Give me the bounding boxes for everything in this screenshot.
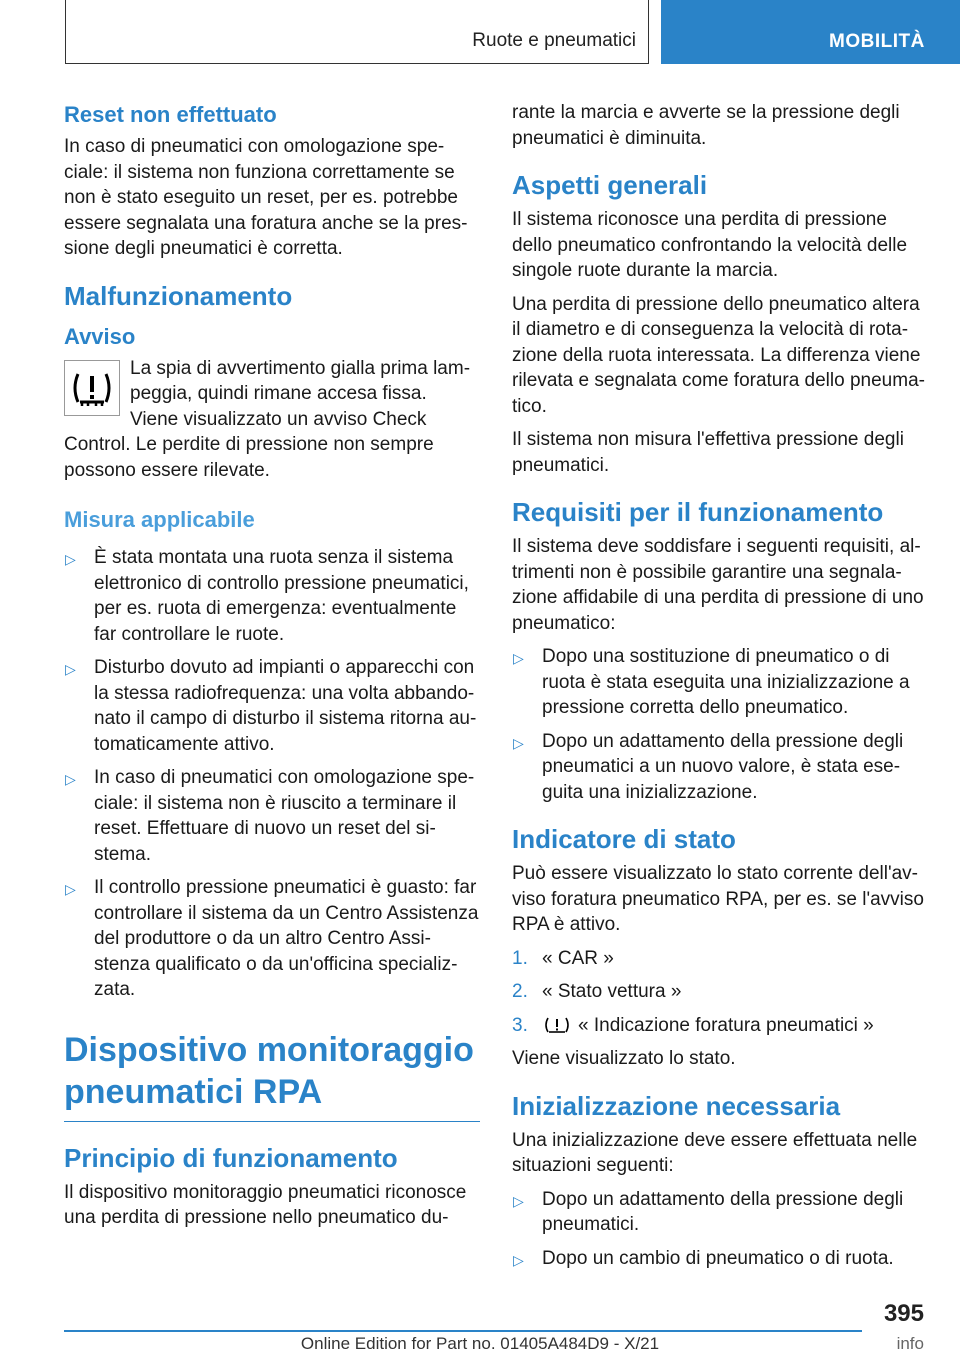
tire-warning-small-icon — [542, 1015, 572, 1035]
list-item: 3. « Indicazione foratura pneumatici » — [512, 1014, 874, 1036]
heading-aspetti: Aspetti generali — [512, 170, 708, 200]
footer-edition-text: Online Edition for Part no. 01405A484D9 - X/21 — [300, 1334, 660, 1353]
heading-reset: Reset non effettuato — [64, 102, 277, 127]
heading-rpa: Dispositivo monitoraggio pneumatici RPA — [64, 1030, 474, 1111]
list-item: ▷ Il controllo pressione pneumatici è guasto: far controllare il sistema da un Centro Assistenza del produttore o da un altro Centro Assi-stenza qualificato o da un'officina specializ-zata. — [65, 877, 479, 1000]
section-title: Ruote e pneumatici — [472, 30, 636, 51]
bullet-triangle-icon: ▷ — [513, 1251, 524, 1268]
section-tab — [65, 0, 649, 64]
list-item: ▷ Dopo un adattamento della pressione degli pneumatici a un nuovo valore, è stata ese-guita una inizializzazione. — [513, 730, 904, 803]
paragraph-inizializzazione: Una inizializzazione deve essere effettuata nelle situazioni seguenti: — [512, 1129, 918, 1176]
bullet-triangle-icon: ▷ — [65, 771, 76, 787]
inizializzazione-list — [512, 1187, 928, 1272]
chapter-tab — [661, 0, 960, 64]
chapter-title: MOBILITÀ — [829, 31, 925, 52]
page-number: 395 — [883, 1300, 924, 1327]
paragraph-aspetti-3: Il sistema non misura l'effettiva pressione degli pneumatici. — [512, 429, 904, 476]
paragraph-indicatore: Può essere visualizzato lo stato corrente dell'av-viso foratura pneumatico RPA, per es. se l'avviso RPA è attivo. — [512, 863, 924, 935]
misura-list — [64, 545, 480, 1003]
paragraph-aspetti-1: Il sistema riconosce una perdita di pressione dello pneumatico confrontando la velocità delle singole ruote durante la marcia. — [512, 209, 908, 281]
list-item: ▷ È stata montata una ruota senza il sistema elettronico di controllo pressione pneumatici, per es. ruota di emergenza: eventualmente far controllare le ruote. — [65, 547, 469, 645]
paragraph-aspetti-2: Una perdita di pressione dello pneumatico altera il diametro e di conseguenza la velocità di rota-zione della ruota interessata. La differenza viene rilevata e segnalata come foratura dello pneuma-tico. — [512, 293, 925, 417]
paragraph-requisiti: Il sistema deve soddisfare i seguenti requisiti, al-trimenti non è possibile garantire una segnala-zione affidabile di una perdita di pressione di uno pneumatico: — [512, 536, 924, 634]
footer-divider — [64, 1330, 862, 1332]
list-item: 2. « Stato vettura » — [512, 981, 682, 1002]
chapter-heading-wrap — [64, 1029, 480, 1122]
heading-indicatore: Indicatore di stato — [512, 824, 736, 854]
paragraph-principio: Il dispositivo monitoraggio pneumatici riconosce una perdita di pressione nello pneumatico du- — [64, 1181, 467, 1228]
heading-misura: Misura applicabile — [64, 507, 255, 532]
heading-principio: Principio di funzionamento — [64, 1142, 398, 1173]
bullet-triangle-icon: ▷ — [513, 1192, 524, 1209]
left-column — [64, 100, 480, 1239]
page-header — [0, 0, 960, 66]
footer-watermark: info — [896, 1334, 924, 1353]
heading-avviso: Avviso — [64, 323, 136, 349]
bullet-triangle-icon: ▷ — [513, 734, 524, 751]
paragraph-reset: In caso di pneumatici con omologazione spe-ciale: il sistema non funziona correttamente se non è stato eseguito un reset, per es. potrebbe essere segnalata una foratura anche se la pres-sione degli pneumatici è corretta. — [64, 136, 468, 259]
list-item: 1. « CAR » — [512, 947, 614, 969]
right-column — [512, 100, 928, 1279]
paragraph-continued: rante la marcia e avverte se la pressione degli pneumatici è diminuita. — [512, 102, 900, 149]
paragraph-avviso: La spia di avvertimento gialla prima lam-peggia, quindi rimane accesa fissa. Viene visualizzato un avviso Check Control. Le perdite di pressione non sempre possono essere rilevate. — [64, 357, 471, 481]
heading-malfunzionamento: Malfunzionamento — [64, 280, 293, 311]
list-item: ▷ Dopo una sostituzione di pneumatico o di ruota è stata eseguita una inizializzazione a pressione corretta dello pneumatico. — [513, 646, 910, 718]
bullet-triangle-icon: ▷ — [65, 661, 76, 677]
warning-block — [64, 356, 480, 484]
list-item: ▷ In caso di pneumatici con omologazione spe-ciale: il sistema non è riuscito a terminare il reset. Effettuare di nuovo un reset del si-stema. — [65, 767, 475, 865]
list-item: ▷ Dopo un adattamento della pressione degli pneumatici. — [513, 1188, 904, 1235]
paragraph-stato: Viene visualizzato lo stato. — [512, 1048, 736, 1069]
heading-inizializzazione: Inizializzazione necessaria — [512, 1090, 841, 1121]
steps-list — [512, 946, 928, 1039]
tire-pressure-warning-icon — [64, 360, 120, 416]
heading-requisiti: Requisiti per il funzionamento — [512, 497, 884, 527]
bullet-triangle-icon: ▷ — [513, 650, 524, 666]
list-item: ▷ Dopo un cambio di pneumatico o di ruota. — [512, 1246, 928, 1272]
list-item: ▷ Disturbo dovuto ad impianti o apparecchi con la stessa radiofrequenza: una volta abbando-nato il campo di disturbo il sistema ritorna au-tomaticamente attivo. — [65, 657, 477, 755]
requisiti-list — [512, 644, 928, 805]
bullet-triangle-icon: ▷ — [65, 551, 76, 567]
bullet-triangle-icon: ▷ — [65, 881, 76, 897]
